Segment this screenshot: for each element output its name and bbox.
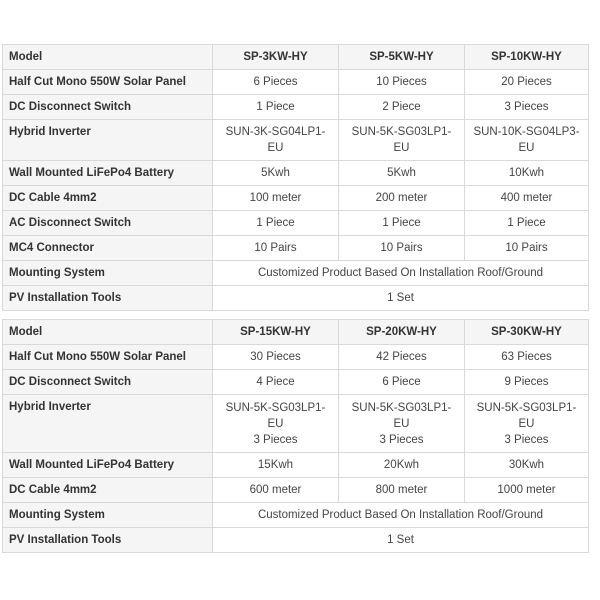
table-row <box>3 453 589 478</box>
table-row <box>3 478 589 503</box>
table-cell: 1 Piece <box>213 95 339 120</box>
table-cell: 20Kwh <box>339 453 465 478</box>
table-cell-merged: Customized Product Based On Installation Roof/Ground <box>213 261 589 286</box>
cell-line: SUN-5K-SG03LP1- <box>225 401 326 414</box>
table-cell <box>213 120 339 161</box>
header-model-2: SP-5KW-HY <box>339 45 465 70</box>
cell-line: 3 Pieces <box>379 433 424 446</box>
table-row <box>3 161 589 186</box>
cell-line: 3 Pieces <box>253 433 298 446</box>
table-row <box>3 286 589 311</box>
table-row <box>3 120 589 161</box>
cell-line: SUN-10K-SG04LP3- <box>473 126 580 138</box>
row-label: Wall Mounted LiFePo4 Battery <box>3 161 213 186</box>
table-cell <box>465 120 589 161</box>
header-model-3: SP-30KW-HY <box>465 320 589 345</box>
table-cell: 15Kwh <box>213 453 339 478</box>
table-cell: 1 Piece <box>213 211 339 236</box>
row-label: PV Installation Tools <box>3 528 213 553</box>
table-header-row <box>3 320 589 345</box>
table-cell: 10Kwh <box>465 161 589 186</box>
cell-line: SUN-3K-SG04LP1- <box>225 126 326 138</box>
table-cell: 5Kwh <box>213 161 339 186</box>
table-cell: 1000 meter <box>465 478 589 503</box>
row-label: Mounting System <box>3 261 213 286</box>
table-row <box>3 236 589 261</box>
cell-line: EU <box>267 142 284 154</box>
table-cell: 1 Piece <box>465 211 589 236</box>
row-label: MC4 Connector <box>3 236 213 261</box>
table-cell: 10 Pieces <box>339 70 465 95</box>
table-cell: 100 meter <box>213 186 339 211</box>
table-cell: 10 Pairs <box>465 236 589 261</box>
header-model-2: SP-20KW-HY <box>339 320 465 345</box>
table-cell: 10 Pairs <box>339 236 465 261</box>
table-header-row <box>3 45 589 70</box>
table-cell: 6 Piece <box>339 370 465 395</box>
row-label: AC Disconnect Switch <box>3 211 213 236</box>
table-cell <box>465 395 589 453</box>
row-label: Half Cut Mono 550W Solar Panel <box>3 70 213 95</box>
table-cell: 30 Pieces <box>213 345 339 370</box>
row-label: Hybrid Inverter <box>3 120 213 161</box>
table-cell <box>339 120 465 161</box>
cell-line: EU <box>393 142 410 154</box>
row-label: Mounting System <box>3 503 213 528</box>
row-label: DC Cable 4mm2 <box>3 186 213 211</box>
table-cell: 63 Pieces <box>465 345 589 370</box>
table-cell: 5Kwh <box>339 161 465 186</box>
cell-line: SUN-5K-SG03LP1- <box>351 401 452 414</box>
row-label: Half Cut Mono 550W Solar Panel <box>3 345 213 370</box>
row-label: DC Disconnect Switch <box>3 95 213 120</box>
table-row <box>3 186 589 211</box>
table-row <box>3 503 589 528</box>
table-cell <box>213 395 339 453</box>
table-cell: 6 Pieces <box>213 70 339 95</box>
header-model: Model <box>3 320 213 345</box>
cell-line: EU <box>393 417 410 430</box>
table-cell: 42 Pieces <box>339 345 465 370</box>
table-row <box>3 370 589 395</box>
table-row <box>3 261 589 286</box>
table-row <box>3 345 589 370</box>
row-label: Hybrid Inverter <box>3 395 213 453</box>
table-cell: 1 Piece <box>339 211 465 236</box>
cell-line: EU <box>518 417 535 430</box>
table-row <box>3 395 589 453</box>
table-cell: 9 Pieces <box>465 370 589 395</box>
table-cell: 2 Piece <box>339 95 465 120</box>
row-label: DC Cable 4mm2 <box>3 478 213 503</box>
row-label: DC Disconnect Switch <box>3 370 213 395</box>
table-row <box>3 70 589 95</box>
header-model: Model <box>3 45 213 70</box>
table-cell-merged: 1 Set <box>213 528 589 553</box>
header-model-1: SP-15KW-HY <box>213 320 339 345</box>
header-model-3: SP-10KW-HY <box>465 45 589 70</box>
table-cell: 800 meter <box>339 478 465 503</box>
spec-table-1 <box>2 44 589 311</box>
table-row <box>3 211 589 236</box>
table-cell: 20 Pieces <box>465 70 589 95</box>
table-cell: 4 Piece <box>213 370 339 395</box>
table-cell: 10 Pairs <box>213 236 339 261</box>
table-row <box>3 95 589 120</box>
header-model-1: SP-3KW-HY <box>213 45 339 70</box>
table-cell-merged: Customized Product Based On Installation Roof/Ground <box>213 503 589 528</box>
cell-line: SUN-5K-SG03LP1- <box>476 401 577 414</box>
row-label: Wall Mounted LiFePo4 Battery <box>3 453 213 478</box>
spec-table-2 <box>2 319 589 553</box>
table-cell-merged: 1 Set <box>213 286 589 311</box>
row-label: PV Installation Tools <box>3 286 213 311</box>
cell-line: 3 Pieces <box>504 433 549 446</box>
table-cell: 3 Pieces <box>465 95 589 120</box>
table-cell: 600 meter <box>213 478 339 503</box>
table-cell: 200 meter <box>339 186 465 211</box>
cell-line: EU <box>518 142 535 154</box>
cell-line: SUN-5K-SG03LP1- <box>351 126 452 138</box>
table-cell: 30Kwh <box>465 453 589 478</box>
table-cell <box>339 395 465 453</box>
cell-line: EU <box>267 417 284 430</box>
table-row <box>3 528 589 553</box>
table-cell: 400 meter <box>465 186 589 211</box>
